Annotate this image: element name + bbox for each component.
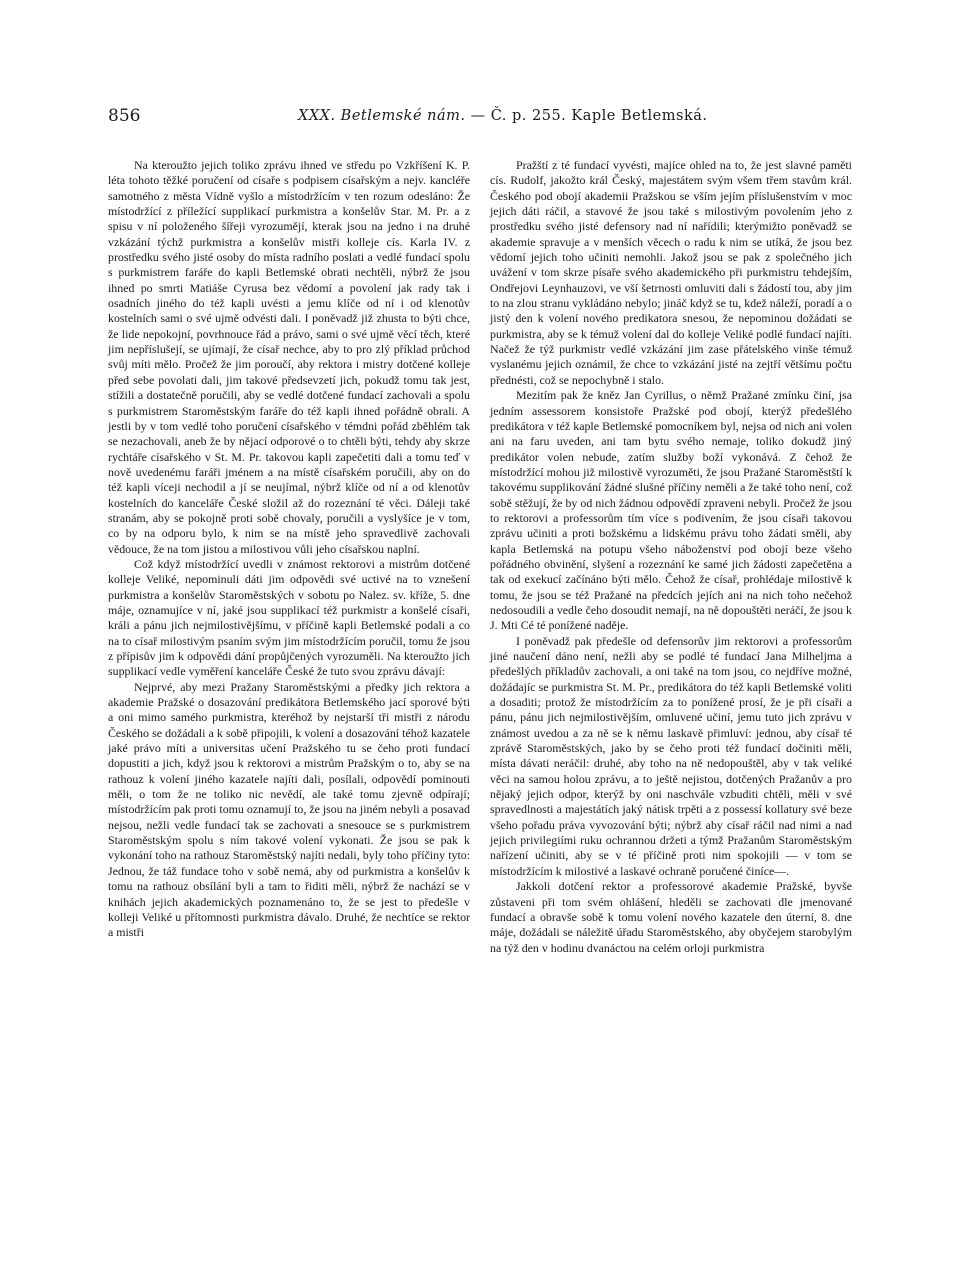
running-title-rest: — Č. p. 255. Kaple Betlemská.: [465, 108, 708, 124]
page-header: [108, 106, 860, 128]
page-number: 856: [108, 106, 141, 126]
paragraph: Mezitím pak že kněz Jan Cyrillus, o němž Pražané zmínku činí, jsa jedním assessorem konsistoře Pražské pod obojí, kterýž předešlého predikátora v též kaple Betlemské pomocníkem byl, nejsa od nich ani volen ani na faru uveden, ani tam bytu svého nemaje, toliko dokudž jiný predikátor volen nebude, zatím služby boží vykonává. Z čehož že místodržící mohou již milostivě vyrozuměti, že jsou Pražané Staroměstští k takovému supplikování žádné slušné příčiny neměli a že také toho není, což sobě stěžují, že by od nich žádnou odpovědí zpraveni nebyli. Pročež že jsou to rektorovi a professorům tím více s podivením, že jsou císaři takovou zprávu učiniti a proti božskému a lidskému právu toho žádati směli, aby kapla Betlemská na potupu všeho náboženství pod obojí beze všeho pořádného obvinění, slyšení a rozeznání ke samé jich žádosti zapečetěna a tak od exekucí začínáno býti mělo. Čehož že císař, prohlédaje milostivě k tomu, že jsou se též Pražané na předcích jejích ani na nich toho nečehož nedosoudili a vedle čeho dosoudit nemají, na ně dopouštěti neráčí, že jsou k J. Mti Cé té ponížené naděje.: [490, 388, 852, 633]
right-column: [490, 158, 852, 956]
running-title: [298, 108, 708, 124]
paragraph: I poněvadž pak předešle od defensorův jim rektorovi a professorům jiné naučení dáno není, nežli aby se podlé té fundací Jana Milheljma a předešlých příkladův zachovali, a oni také na tom jsou, co nejdříve možné, dožádajíc se purkmistra St. M. Pr., predikátora do též kapli Betlemské voliti a dosaditi; protož že místodržícím za to ponížené prosí, že je při císaři a pánu, pánu jich nejmilostivějším, omluvené učiní, jemu tuto jich zprávu v známost uvedou a za ně se k němu laskavě přimluví: jednou, aby císař té zprávě Staroměstských, jako by se čeho proti též fundací dočiniti měli, místa dávati neráčil: druhé, aby toho na ně nedopouštěl, aby v tak veliké věci na samou holou zprávu, a to ještě nejistou, dotčených Pražanův a pro nějaký jejich odpor, kterýž by oni naschvále vzbuditi chtěli, měli v své spravedlnosti a majestátích jaký nátisk trpěti a z possessí kollatury své beze všeho pořadu práva vyvozování býti; nýbrž aby císař ráčil nad nimi a nad jejich privilegiími ruku ochrannou držeti a týmž Pražanům Staroměstským nařízení učiniti, aby se v té příčině proti nim spokojili — v tom se místodržícím k milostivé a laskavé ochraně poručené činíce—.: [490, 633, 852, 878]
running-title-italic: XXX. Betlemské nám.: [298, 108, 466, 124]
paragraph: Což když místodržící uvedli v známost rektorovi a mistrům dotčené kolleje Veliké, nepominuli dáti jim odpovědi své uctivé na to vznešení purkmistra a konšelův Staroměstských v sobotu po Nalez. sv. kříže, 5. dne máje, oznamujíce v ní, jaké jsou supplikací též purkmistr a konšelé císaři, králi a pánu jich nejmilostivějšímu, v příčině kapli Betlemské podali a co na to císař milostivým psaním svým jim místodržícím poručil, tomu že jsou z přípisův jim k odpovědi dání propůjčených vyrozuměli. Na kteroužto jich supplikací vedle vyměření kanceláře České že tuto svou zprávu dávají:: [108, 556, 470, 679]
paragraph: Jakkoli dotčení rektor a professorové akademie Pražské, byvše zůstaveni při tom svém ohlášení, hleděli se zachovati dle jmenované fundací a obravše sobě k tomu volení nového kazatele den úterní, 8. dne máje, dožádali se náležitě úřadu Staroměstského, aby obyčejem starobylým na týž den v hodinu dvanáctou na celém orloji purkmistra: [490, 879, 852, 955]
paragraph: Nejprvé, aby mezi Pražany Staroměstskými a předky jich rektora a akademie Pražské o dosazování predikátora Betlemského jací sporové býti a oni mimo samého purkmistra, kteréhož by nejstarší tři mistři z národu Českého se dožádali a k sobě připojili, k volení a dosazování téhož kazatele jaké právo míti a universitas učení Pražského tu se čeho proti fundací dopustiti a jich, když jsou k rektorovi a mistrům Pražským o to, aby se na rathouz k volení jiného kazatele najíti dali, posílali, odpovědí pominouti měli, o tom že ne toliko nic nevědí, ale také tomu zjevně odpírají; místodržícím pak proti tomu oznamují to, že jsou na jiném nebyli a posavad nejsou, nežli vedle fundací tak se zachovati a snesouce se s purkmistrem Staroměstským spolu s ním takové volení vykonati. Že jsou se pak k vykonání toho na rathouz Staroměstský najíti nedali, byly toho příčiny tyto: Jednou, že táž fundace toho v sobě nemá, aby od purkmistra a konšelův k tomu na rathouz obsílání byli a tam to řiditi měli, nýbrž že nachází se v knihách jejich akademických poznamenáno to, že se jest to předešle v kolleji Veliké u přítomnosti purkmistra dávalo. Druhé, že nechtíce se rektor a mistři: [108, 679, 470, 940]
paragraph: Pražští z té fundací vyvésti, majíce ohled na to, že jest slavné paměti cís. Rudolf, jakožto král Český, majestátem svým všem třem stavům král. Českého pod obojí akademii Pražskou se vším jejím příslušenstvím v moc jejich dáti ráčil, a stavové že jsou také s milostivým povolením jeho z prostředku svého jisté defensory nad ní nařídili; kterýmižto poněvadž se akademie spravuje a v menších věcech o radu k nim se utíká, že jsou bez vědomí jejich toho učiniti nemohli. Jakož jsou se pak z společného jich uvážení v tom skrze písaře svého akademického při purkmistru tehdejším, Ondřejovi Leynhauzovi, ve vší šetrnosti omluviti dali s žádostí tou, aby jim to na zlou stranu vykládáno nebylo; jináč když se tu, kdež náleží, poradí a o jistý den k volení nového predikatora snesou, že nepominou dožádati se purkmistra, aby se k témuž volení dal do kolleje Veliké podlé fundací najíti. Načež že týž purkmistr vedlé vzkázání jim zase přátelského vinše témuž vyslanému jejich oznámil, že chce to vzkázání jisté na zejtří většímu počtu přednésti, což se nepochybně i stalo.: [490, 158, 852, 387]
paragraph: Na kteroužto jejich toliko zprávu ihned ve středu po Vzkříšení K. P. léta tohoto těžké poručení od císaře s podpisem císařským a nejv. kancléře samotného z města Vídně vyšlo a místodržícím v ten rozum odesláno: Že místodržící z příležící supplikací purkmistra a konšelův Star. M. Pr. a z spisu v ní položeného šířeji vyrozumějí, kterak jsou na jedno i na druhé vzkázání týchž purkmistra a konšelův mistři kolleje cís. Karla IV. z prostředku svého jisté osoby do místa radního poslati a vedlé fundací spolu s purkmistrem faráře do kapli Betlemské obrati nechtěli, nýbrž že jsou ihned po smrti Matiáše Cyrusa bez vědomí a povolení jak rady tak i osadních jiného do též kapli uvésti a jemu klíče od ní i od klenotův kostelních sami o své ujmě odvésti dali. I poněvadž již zhusta to býti chce, že lide nepokojní, povrhnouce řád a právo, sami o své ujmě věcí těch, které jim nepříslušejí, se ujímají, že císař nechce, aby to pro zlý příklad průchod svůj míti mělo. Pročež že jim poroučí, aby rektora i mistry dotčené kolleje před sebe povolati dali, jim takové předsevzetí jich, pokudž tomu tak jest, stížili a dostatečně poručili, aby se vedlé dotčené fundací zachovali a spolu s purkmistrem Staroměstským faráře do též kapli ihned pořádně obrali. A jestli by v tom vedlé toho poručení císařského v témdni pořád zběhlém tak se nezachovali, aneb že by nějací odporové o to chtěli býti, tehdy aby skrze rychtáře císařského v St. M. Pr. takovou kapli zapečetiti dali a tomu teď v nově uvedenému faráři jménem a na místě císařském poručili, aby on do též kapli víceji nechodil a jí se neujímal, nýbrž klíče od ní a od klenotův kostelních do kanceláře České složil až do rozeznání té věci. Dáleji také stranám, aby se pokojně proti sobě chovaly, poručili a vyslyšíce je v tom, co by na odporu bylo, k nim se na místě jeho spravedlivě zachovali vědouce, že na tom jistou a milostivou vůli jeho císařskou naplní.: [108, 158, 470, 556]
left-column: [108, 158, 470, 941]
